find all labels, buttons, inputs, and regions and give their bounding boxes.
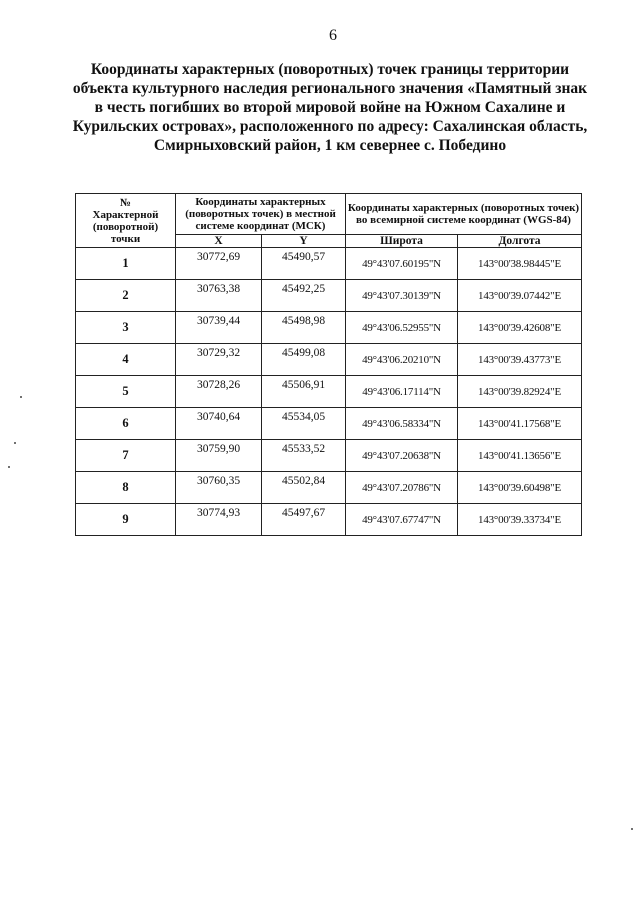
coordinates-table xyxy=(75,193,582,536)
longitude-cell: 143°00'41.17568"E xyxy=(458,408,582,440)
scan-speck xyxy=(20,396,22,398)
longitude-header: Долгота xyxy=(458,235,582,248)
longitude-cell: 143°00'39.42608"E xyxy=(458,312,582,344)
point-number-cell: 2 xyxy=(76,280,176,312)
x-coordinate-cell: 30772,69 xyxy=(176,248,262,280)
longitude-cell: 143°00'39.07442"E xyxy=(458,280,582,312)
table-row xyxy=(76,440,582,472)
y-coordinate-cell: 45533,52 xyxy=(262,440,346,472)
y-coordinate-cell: 45502,84 xyxy=(262,472,346,504)
table-row xyxy=(76,312,582,344)
world-coordinates-header: Координаты характерных (поворотных точек) во всемирной системе координат (WGS-84) xyxy=(346,194,582,235)
x-header: X xyxy=(176,235,262,248)
point-number-cell: 3 xyxy=(76,312,176,344)
y-coordinate-cell: 45490,57 xyxy=(262,248,346,280)
latitude-cell: 49°43'07.60195"N xyxy=(346,248,458,280)
x-coordinate-cell: 30728,26 xyxy=(176,376,262,408)
page-number: 6 xyxy=(329,27,337,44)
x-coordinate-cell: 30774,93 xyxy=(176,504,262,536)
latitude-cell: 49°43'07.20638"N xyxy=(346,440,458,472)
longitude-cell: 143°00'39.43773"E xyxy=(458,344,582,376)
local-coordinates-header: Координаты характерных (поворотных точек) в местной системе координат (МСК) xyxy=(176,194,346,235)
latitude-cell: 49°43'07.67747"N xyxy=(346,504,458,536)
y-coordinate-cell: 45497,67 xyxy=(262,504,346,536)
scan-speck xyxy=(8,466,10,468)
x-coordinate-cell: 30760,35 xyxy=(176,472,262,504)
latitude-cell: 49°43'06.17114"N xyxy=(346,376,458,408)
y-coordinate-cell: 45492,25 xyxy=(262,280,346,312)
point-number-cell: 8 xyxy=(76,472,176,504)
longitude-cell: 143°00'38.98445"E xyxy=(458,248,582,280)
y-coordinate-cell: 45534,05 xyxy=(262,408,346,440)
point-number-header: № Характерной (поворотной) точки xyxy=(76,194,176,248)
table-row xyxy=(76,280,582,312)
table-row xyxy=(76,344,582,376)
y-coordinate-cell: 45499,08 xyxy=(262,344,346,376)
latitude-cell: 49°43'07.30139"N xyxy=(346,280,458,312)
point-number-cell: 4 xyxy=(76,344,176,376)
x-coordinate-cell: 30759,90 xyxy=(176,440,262,472)
latitude-cell: 49°43'06.20210"N xyxy=(346,344,458,376)
y-coordinate-cell: 45506,91 xyxy=(262,376,346,408)
point-number-cell: 5 xyxy=(76,376,176,408)
latitude-cell: 49°43'06.58334"N xyxy=(346,408,458,440)
table-row xyxy=(76,376,582,408)
x-coordinate-cell: 30740,64 xyxy=(176,408,262,440)
longitude-cell: 143°00'39.82924"E xyxy=(458,376,582,408)
point-number-cell: 6 xyxy=(76,408,176,440)
latitude-header: Широта xyxy=(346,235,458,248)
document-title: Координаты характерных (поворотных) точек границы территории объекта культурного наследия регионального значения «Памятный знак в честь погибших во второй мировой войне на Южном Сахалине и Курильских островах», расположенного по адресу: Сахалинская область, Смирныховский район, 1 км севернее с. Победино xyxy=(72,61,588,154)
x-coordinate-cell: 30729,32 xyxy=(176,344,262,376)
table-row xyxy=(76,504,582,536)
longitude-cell: 143°00'41.13656"E xyxy=(458,440,582,472)
x-coordinate-cell: 30739,44 xyxy=(176,312,262,344)
longitude-cell: 143°00'39.33734"E xyxy=(458,504,582,536)
y-header: Y xyxy=(262,235,346,248)
y-coordinate-cell: 45498,98 xyxy=(262,312,346,344)
table-row xyxy=(76,408,582,440)
point-number-cell: 7 xyxy=(76,440,176,472)
point-number-cell: 1 xyxy=(76,248,176,280)
longitude-cell: 143°00'39.60498"E xyxy=(458,472,582,504)
x-coordinate-cell: 30763,38 xyxy=(176,280,262,312)
point-number-cell: 9 xyxy=(76,504,176,536)
latitude-cell: 49°43'06.52955"N xyxy=(346,312,458,344)
table-row xyxy=(76,248,582,280)
table-row xyxy=(76,472,582,504)
latitude-cell: 49°43'07.20786"N xyxy=(346,472,458,504)
scan-speck xyxy=(631,828,633,830)
scan-speck xyxy=(14,442,16,444)
table-body xyxy=(76,248,582,536)
